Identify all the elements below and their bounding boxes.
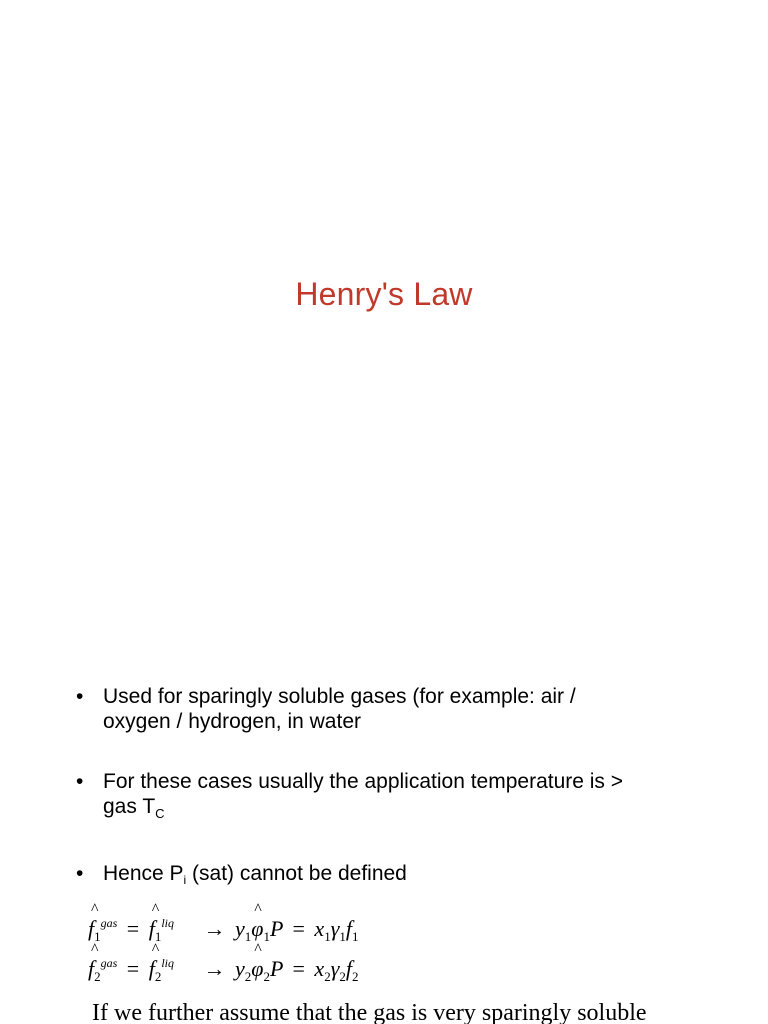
phi-hat-symbol: ^ φ [251,956,263,982]
slide-title: Henry's Law [295,276,473,312]
bullet-item-application-temperature [76,769,716,826]
fugacity-equation-2: ^ $f_2^{gas}$ = ^ $f_2^{liq}$ → $y_2\^{}$ $\varphi_2P = x_2\gamma_2f_2$ [88,956,358,985]
f-hat-symbol: ^ f [88,956,94,982]
implies-arrow: → [203,956,226,981]
bullet-item-sparingly-soluble [76,684,716,734]
continuation-text: If we further assume that the gas is very sparingly soluble [92,1000,647,1024]
bullet-text-line-1: For these cases usually the application temperature is > [103,770,624,793]
bullet-marker: • [76,770,84,793]
bullet-text-suffix: (sat) cannot be defined [186,862,407,885]
bullet-marker: • [76,862,84,885]
f-hat-symbol: ^ f [149,916,155,942]
phi-hat-symbol: ^ φ [251,916,263,942]
bullet-text-line-1: Used for sparingly soluble gases (for example: air / [103,685,576,708]
pressure-subscript: i [183,873,187,887]
critical-temp-subscript: C [155,806,165,821]
bullet-marker: • [76,685,84,708]
bullet-list [76,684,716,928]
bullet-text-line-2: oxygen / hydrogen, in water [103,710,361,733]
f-hat-symbol: ^ f [149,956,155,982]
bullet-text-line-2: gas T [103,795,156,818]
implies-arrow: → [203,916,226,941]
bullet-item-psat-undefined [76,861,716,893]
fugacity-equation-1: ^ $f_1^{gas}$ = ^ $f_1^{liq}$ → $y_1\^{}$ $\varphi_1P = x_1\gamma_1f_1$ [88,916,358,945]
bullet-text-prefix: Hence P [103,862,184,885]
f-hat-symbol: ^ f [88,916,94,942]
